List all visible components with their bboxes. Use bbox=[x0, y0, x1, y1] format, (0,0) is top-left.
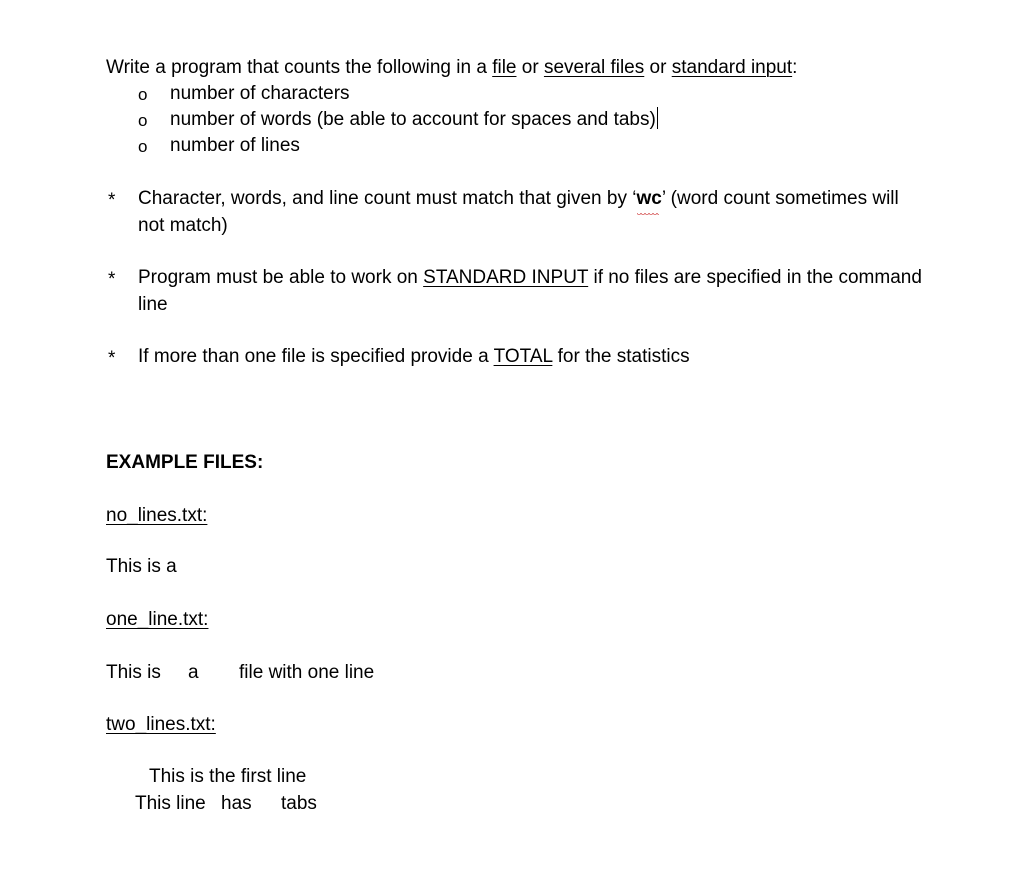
file-content-two-lines-seg1: This line bbox=[135, 793, 206, 814]
note-total-text: If more than one file is specified provide a bbox=[138, 346, 494, 367]
standard-input-link[interactable]: standard input bbox=[671, 57, 793, 78]
wc-command bbox=[637, 188, 662, 209]
intro-or-2: or bbox=[644, 57, 672, 78]
bullet-item-words-text: number of words (be able to account for spaces and tabs) bbox=[170, 109, 656, 130]
spellcheck-squiggle bbox=[637, 213, 659, 216]
file-content-one-line-seg3: file with one line bbox=[239, 662, 375, 683]
file-content-one-line-seg1: This is bbox=[106, 662, 161, 683]
bullet-item-words bbox=[170, 107, 658, 133]
file-name-no-lines: no_lines.txt: bbox=[106, 505, 208, 526]
standard-input-emphasis: STANDARD INPUT bbox=[423, 267, 589, 288]
file-content-one-line-seg2: a bbox=[188, 662, 199, 683]
note-stdin-text: Program must be able to work on bbox=[138, 267, 424, 288]
wc-command-text: wc bbox=[636, 188, 662, 209]
note-star: * bbox=[108, 190, 116, 211]
file-content-no-lines: This is a bbox=[106, 556, 177, 577]
intro-or-1: or bbox=[516, 57, 544, 78]
file-content-two-lines-line1: This is the first line bbox=[149, 766, 307, 787]
note-wc-text-post: (word count sometimes will bbox=[665, 188, 899, 209]
note-wc-line2: not match) bbox=[138, 215, 228, 236]
file-content-two-lines-seg2: has bbox=[221, 793, 252, 814]
note-star: * bbox=[108, 269, 116, 290]
file-name-one-line: one_line.txt: bbox=[106, 609, 209, 630]
file-name-two-lines: two_lines.txt: bbox=[106, 714, 216, 735]
quote-close: ’ bbox=[661, 188, 666, 209]
note-stdin bbox=[138, 265, 922, 291]
bullet-marker: o bbox=[138, 85, 148, 104]
total-emphasis: TOTAL bbox=[493, 346, 553, 367]
note-stdin-text-post: if no files are specified in the command bbox=[588, 267, 922, 288]
note-total-text-post: for the statistics bbox=[552, 346, 690, 367]
note-star: * bbox=[108, 348, 116, 369]
bullet-item-characters: number of characters bbox=[170, 83, 350, 104]
intro-colon: : bbox=[792, 57, 798, 78]
intro-line bbox=[106, 55, 797, 81]
example-files-heading: EXAMPLE FILES: bbox=[106, 452, 264, 473]
bullet-marker: o bbox=[138, 111, 148, 130]
note-wc-text: Character, words, and line count must match that given by bbox=[138, 188, 633, 209]
note-wc-match bbox=[138, 186, 899, 212]
bullet-item-lines: number of lines bbox=[170, 135, 300, 156]
intro-text: Write a program that counts the following in a bbox=[106, 57, 493, 78]
quote-open: ‘ bbox=[632, 188, 637, 209]
note-total bbox=[138, 344, 690, 370]
several-files-link[interactable]: several files bbox=[543, 57, 645, 78]
file-link[interactable]: file bbox=[492, 57, 517, 78]
note-stdin-line2: line bbox=[138, 294, 168, 315]
bullet-marker: o bbox=[138, 137, 148, 156]
file-content-two-lines-seg3: tabs bbox=[281, 793, 317, 814]
text-cursor bbox=[657, 107, 659, 129]
